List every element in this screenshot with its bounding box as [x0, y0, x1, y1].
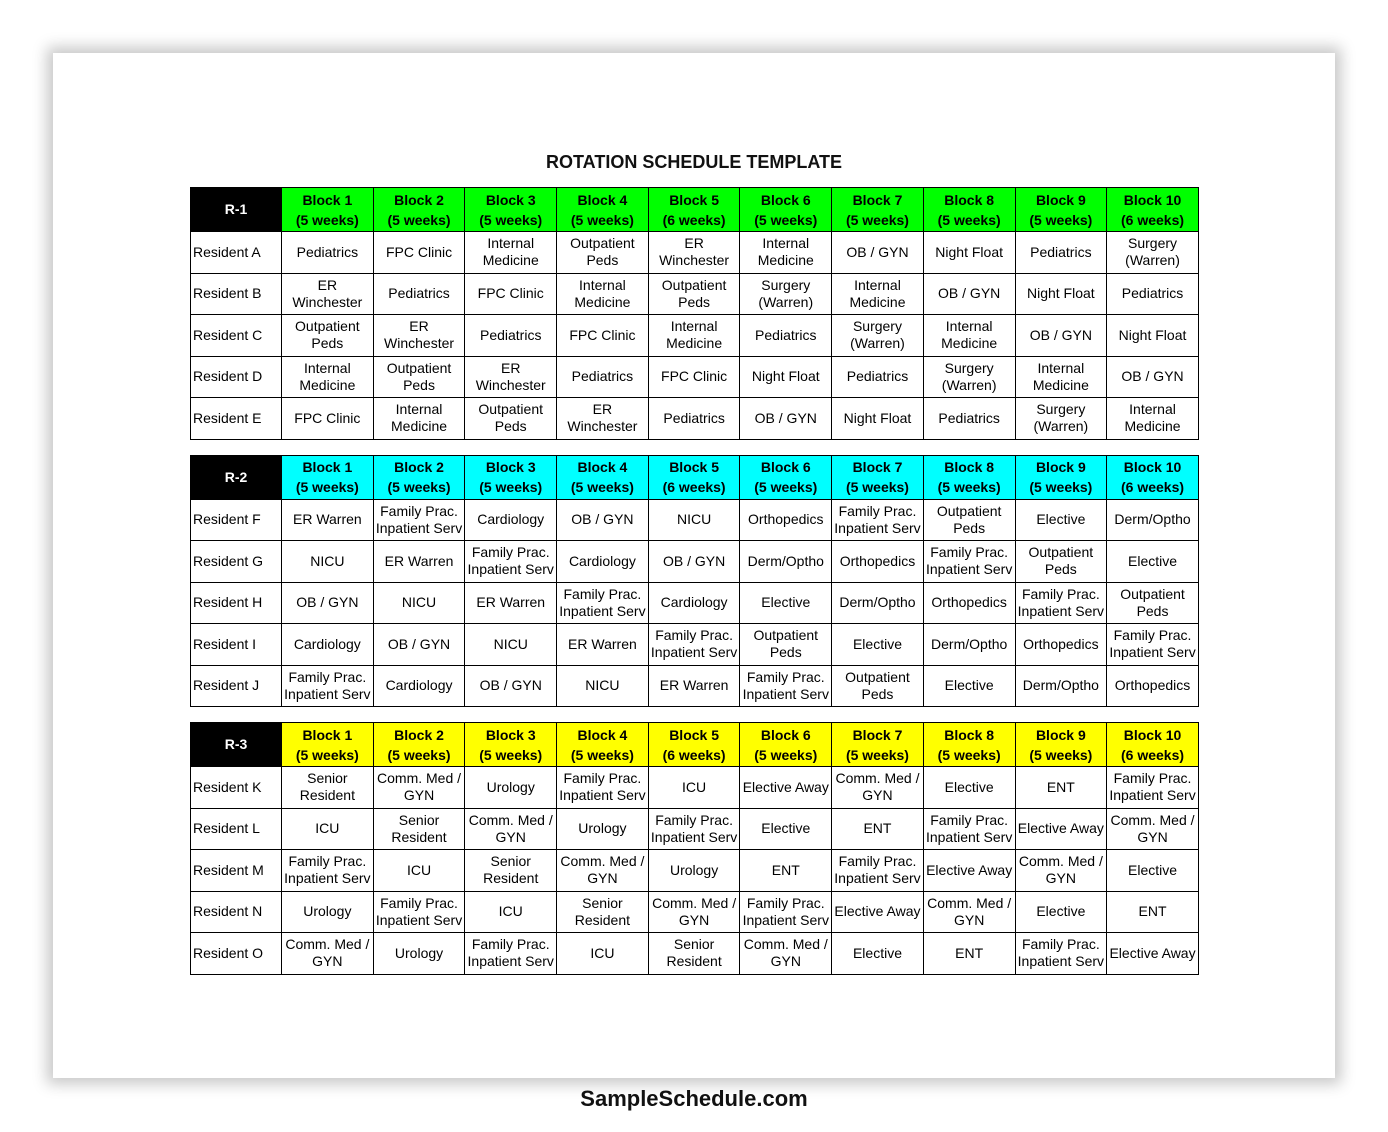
rotation-cell: ENT — [740, 850, 832, 892]
rotation-cell: Family Prac. Inpatient Serv — [373, 499, 465, 541]
table-row — [191, 541, 1199, 583]
block-header: Block 7 (5 weeks) — [832, 723, 924, 767]
group-label: R-3 — [191, 723, 282, 767]
spacer-cell — [191, 439, 1199, 455]
rotation-cell: Elective — [740, 808, 832, 850]
rotation-cell: FPC Clinic — [465, 273, 557, 315]
rotation-cell: NICU — [282, 541, 374, 583]
rotation-cell: Elective Away — [832, 891, 924, 933]
table-row — [191, 315, 1199, 357]
rotation-cell: Surgery (Warren) — [923, 356, 1015, 398]
rotation-cell: Outpatient Peds — [740, 624, 832, 666]
rotation-cell: Family Prac. Inpatient Serv — [832, 850, 924, 892]
block-header: Block 4 (5 weeks) — [557, 188, 649, 232]
block-header: Block 1 (5 weeks) — [282, 188, 374, 232]
rotation-cell: Senior Resident — [373, 808, 465, 850]
block-header: Block 10 (6 weeks) — [1107, 723, 1199, 767]
rotation-cell: OB / GYN — [282, 582, 374, 624]
rotation-cell: Surgery (Warren) — [1015, 398, 1107, 440]
rotation-cell: ICU — [373, 850, 465, 892]
rotation-cell: Night Float — [1015, 273, 1107, 315]
rotation-cell: Pediatrics — [373, 273, 465, 315]
rotation-cell: Internal Medicine — [373, 398, 465, 440]
rotation-cell: Pediatrics — [557, 356, 649, 398]
rotation-cell: Internal Medicine — [282, 356, 374, 398]
document-title: ROTATION SCHEDULE TEMPLATE — [546, 152, 842, 172]
rotation-cell: OB / GYN — [557, 499, 649, 541]
rotation-cell: NICU — [648, 499, 740, 541]
rotation-cell: Family Prac. Inpatient Serv — [465, 541, 557, 583]
rotation-cell: Internal Medicine — [465, 232, 557, 274]
table-row — [191, 767, 1199, 809]
rotation-cell: Orthopedics — [832, 541, 924, 583]
rotation-cell: Family Prac. Inpatient Serv — [465, 933, 557, 975]
block-header: Block 3 (5 weeks) — [465, 188, 557, 232]
rotation-cell: ER Winchester — [465, 356, 557, 398]
rotation-cell: Family Prac. Inpatient Serv — [373, 891, 465, 933]
group-label: R-2 — [191, 455, 282, 499]
rotation-cell: Urology — [648, 850, 740, 892]
rotation-cell: Senior Resident — [648, 933, 740, 975]
rotation-cell: ICU — [465, 891, 557, 933]
resident-name: Resident I — [191, 624, 282, 666]
rotation-cell: Senior Resident — [282, 767, 374, 809]
group-spacer — [191, 707, 1199, 723]
block-header: Block 5 (6 weeks) — [648, 188, 740, 232]
rotation-cell: Elective — [923, 665, 1015, 707]
block-header: Block 8 (5 weeks) — [923, 188, 1015, 232]
block-header: Block 5 (6 weeks) — [648, 723, 740, 767]
block-header: Block 7 (5 weeks) — [832, 188, 924, 232]
rotation-cell: Comm. Med / GYN — [648, 891, 740, 933]
rotation-cell: Pediatrics — [282, 232, 374, 274]
rotation-cell: Urology — [373, 933, 465, 975]
rotation-cell: OB / GYN — [1107, 356, 1199, 398]
rotation-cell: FPC Clinic — [557, 315, 649, 357]
rotation-cell: ER Warren — [465, 582, 557, 624]
rotation-cell: Derm/Optho — [740, 541, 832, 583]
rotation-cell: Outpatient Peds — [465, 398, 557, 440]
rotation-cell: ER Warren — [648, 665, 740, 707]
rotation-cell: Family Prac. Inpatient Serv — [832, 499, 924, 541]
block-header: Block 9 (5 weeks) — [1015, 455, 1107, 499]
rotation-cell: OB / GYN — [740, 398, 832, 440]
rotation-cell: Elective — [1107, 541, 1199, 583]
rotation-cell: ER Winchester — [648, 232, 740, 274]
rotation-cell: Orthopedics — [1015, 624, 1107, 666]
block-header: Block 10 (6 weeks) — [1107, 188, 1199, 232]
rotation-cell: ER Warren — [282, 499, 374, 541]
rotation-cell: ENT — [1015, 767, 1107, 809]
rotation-cell: NICU — [465, 624, 557, 666]
rotation-cell: Elective — [923, 767, 1015, 809]
block-header: Block 6 (5 weeks) — [740, 455, 832, 499]
block-header: Block 1 (5 weeks) — [282, 455, 374, 499]
rotation-cell: Comm. Med / GYN — [832, 767, 924, 809]
table-row — [191, 808, 1199, 850]
table-row — [191, 891, 1199, 933]
resident-name: Resident J — [191, 665, 282, 707]
rotation-cell: Comm. Med / GYN — [282, 933, 374, 975]
rotation-cell: Derm/Optho — [923, 624, 1015, 666]
table-row — [191, 398, 1199, 440]
rotation-cell: Comm. Med / GYN — [1015, 850, 1107, 892]
block-header: Block 9 (5 weeks) — [1015, 723, 1107, 767]
rotation-cell: OB / GYN — [648, 541, 740, 583]
rotation-cell: ER Warren — [373, 541, 465, 583]
rotation-cell: Comm. Med / GYN — [465, 808, 557, 850]
rotation-cell: OB / GYN — [923, 273, 1015, 315]
table-row — [191, 850, 1199, 892]
rotation-cell: Outpatient Peds — [1107, 582, 1199, 624]
rotation-cell: Family Prac. Inpatient Serv — [740, 891, 832, 933]
resident-name: Resident K — [191, 767, 282, 809]
rotation-cell: Elective — [832, 933, 924, 975]
table-row — [191, 933, 1199, 975]
rotation-cell: Night Float — [1107, 315, 1199, 357]
rotation-cell: Elective — [1107, 850, 1199, 892]
rotation-cell: OB / GYN — [373, 624, 465, 666]
rotation-cell: FPC Clinic — [373, 232, 465, 274]
rotation-cell: Family Prac. Inpatient Serv — [648, 808, 740, 850]
resident-name: Resident D — [191, 356, 282, 398]
rotation-cell: Urology — [557, 808, 649, 850]
rotation-cell: Elective — [832, 624, 924, 666]
resident-name: Resident M — [191, 850, 282, 892]
rotation-cell: Comm. Med / GYN — [373, 767, 465, 809]
group-header-row — [191, 455, 1199, 499]
rotation-cell: Urology — [282, 891, 374, 933]
rotation-cell: Pediatrics — [923, 398, 1015, 440]
rotation-cell: Comm. Med / GYN — [923, 891, 1015, 933]
rotation-cell: Surgery (Warren) — [832, 315, 924, 357]
rotation-cell: Family Prac. Inpatient Serv — [282, 665, 374, 707]
block-header: Block 2 (5 weeks) — [373, 723, 465, 767]
table-row — [191, 232, 1199, 274]
rotation-cell: Internal Medicine — [740, 232, 832, 274]
resident-name: Resident L — [191, 808, 282, 850]
group-label: R-1 — [191, 188, 282, 232]
rotation-cell: Outpatient Peds — [923, 499, 1015, 541]
rotation-cell: ENT — [832, 808, 924, 850]
resident-name: Resident O — [191, 933, 282, 975]
rotation-cell: Outpatient Peds — [557, 232, 649, 274]
rotation-cell: Night Float — [740, 356, 832, 398]
rotation-cell: Internal Medicine — [832, 273, 924, 315]
rotation-cell: Orthopedics — [1107, 665, 1199, 707]
rotation-cell: Outpatient Peds — [282, 315, 374, 357]
resident-name: Resident C — [191, 315, 282, 357]
rotation-cell: Elective — [1015, 891, 1107, 933]
block-header: Block 8 (5 weeks) — [923, 455, 1015, 499]
rotation-cell: Family Prac. Inpatient Serv — [1015, 933, 1107, 975]
table-row — [191, 582, 1199, 624]
rotation-cell: Internal Medicine — [557, 273, 649, 315]
rotation-cell: Elective Away — [740, 767, 832, 809]
rotation-cell: Pediatrics — [465, 315, 557, 357]
block-header: Block 3 (5 weeks) — [465, 723, 557, 767]
rotation-cell: Outpatient Peds — [832, 665, 924, 707]
rotation-cell: Senior Resident — [465, 850, 557, 892]
block-header: Block 2 (5 weeks) — [373, 188, 465, 232]
rotation-cell: Elective Away — [923, 850, 1015, 892]
table-row — [191, 499, 1199, 541]
rotation-schedule-table — [190, 187, 1199, 975]
rotation-cell: Surgery (Warren) — [740, 273, 832, 315]
rotation-cell: ICU — [648, 767, 740, 809]
block-header: Block 4 (5 weeks) — [557, 455, 649, 499]
block-header: Block 8 (5 weeks) — [923, 723, 1015, 767]
rotation-cell: Outpatient Peds — [373, 356, 465, 398]
rotation-cell: Derm/Optho — [1107, 499, 1199, 541]
block-header: Block 6 (5 weeks) — [740, 723, 832, 767]
block-header: Block 1 (5 weeks) — [282, 723, 374, 767]
rotation-cell: Cardiology — [465, 499, 557, 541]
rotation-cell: Surgery (Warren) — [1107, 232, 1199, 274]
rotation-cell: Derm/Optho — [1015, 665, 1107, 707]
block-header: Block 2 (5 weeks) — [373, 455, 465, 499]
rotation-cell: Pediatrics — [832, 356, 924, 398]
resident-name: Resident G — [191, 541, 282, 583]
rotation-cell: ER Winchester — [557, 398, 649, 440]
resident-name: Resident E — [191, 398, 282, 440]
rotation-cell: Outpatient Peds — [1015, 541, 1107, 583]
rotation-cell: Orthopedics — [740, 499, 832, 541]
rotation-cell: Night Float — [923, 232, 1015, 274]
rotation-cell: Family Prac. Inpatient Serv — [1015, 582, 1107, 624]
rotation-cell: ER Winchester — [282, 273, 374, 315]
block-header: Block 9 (5 weeks) — [1015, 188, 1107, 232]
group-header-row — [191, 723, 1199, 767]
rotation-cell: Comm. Med / GYN — [1107, 808, 1199, 850]
rotation-cell: ENT — [1107, 891, 1199, 933]
rotation-cell: NICU — [557, 665, 649, 707]
rotation-cell: Cardiology — [557, 541, 649, 583]
rotation-cell: OB / GYN — [465, 665, 557, 707]
block-header: Block 10 (6 weeks) — [1107, 455, 1199, 499]
resident-name: Resident B — [191, 273, 282, 315]
rotation-cell: Cardiology — [282, 624, 374, 666]
resident-name: Resident F — [191, 499, 282, 541]
rotation-cell: ICU — [557, 933, 649, 975]
rotation-cell: Internal Medicine — [923, 315, 1015, 357]
rotation-cell: Elective — [740, 582, 832, 624]
rotation-cell: OB / GYN — [832, 232, 924, 274]
block-header: Block 3 (5 weeks) — [465, 455, 557, 499]
table-row — [191, 624, 1199, 666]
block-header: Block 6 (5 weeks) — [740, 188, 832, 232]
rotation-cell: ENT — [923, 933, 1015, 975]
block-header: Block 4 (5 weeks) — [557, 723, 649, 767]
rotation-cell: Family Prac. Inpatient Serv — [923, 541, 1015, 583]
rotation-cell: Family Prac. Inpatient Serv — [923, 808, 1015, 850]
rotation-cell: Family Prac. Inpatient Serv — [648, 624, 740, 666]
site-footer: SampleSchedule.com — [580, 1086, 808, 1111]
rotation-cell: Derm/Optho — [832, 582, 924, 624]
rotation-cell: Pediatrics — [1107, 273, 1199, 315]
resident-name: Resident A — [191, 232, 282, 274]
rotation-cell: Family Prac. Inpatient Serv — [557, 582, 649, 624]
table-row — [191, 665, 1199, 707]
rotation-cell: ICU — [282, 808, 374, 850]
group-spacer — [191, 439, 1199, 455]
rotation-cell: Cardiology — [648, 582, 740, 624]
table-row — [191, 273, 1199, 315]
rotation-cell: Family Prac. Inpatient Serv — [282, 850, 374, 892]
rotation-cell: Cardiology — [373, 665, 465, 707]
rotation-cell: Elective Away — [1107, 933, 1199, 975]
block-header: Block 7 (5 weeks) — [832, 455, 924, 499]
rotation-cell: Outpatient Peds — [648, 273, 740, 315]
rotation-cell: Urology — [465, 767, 557, 809]
rotation-cell: Family Prac. Inpatient Serv — [557, 767, 649, 809]
rotation-cell: Senior Resident — [557, 891, 649, 933]
rotation-cell: Pediatrics — [740, 315, 832, 357]
rotation-cell: Comm. Med / GYN — [557, 850, 649, 892]
rotation-cell: Family Prac. Inpatient Serv — [1107, 767, 1199, 809]
rotation-cell: Elective — [1015, 499, 1107, 541]
rotation-cell: Pediatrics — [1015, 232, 1107, 274]
spacer-cell — [191, 707, 1199, 723]
rotation-cell: Internal Medicine — [1107, 398, 1199, 440]
rotation-cell: Internal Medicine — [648, 315, 740, 357]
rotation-cell: FPC Clinic — [282, 398, 374, 440]
rotation-cell: Pediatrics — [648, 398, 740, 440]
rotation-cell: Family Prac. Inpatient Serv — [1107, 624, 1199, 666]
rotation-cell: NICU — [373, 582, 465, 624]
rotation-cell: OB / GYN — [1015, 315, 1107, 357]
rotation-cell: ER Winchester — [373, 315, 465, 357]
rotation-cell: Family Prac. Inpatient Serv — [740, 665, 832, 707]
rotation-cell: ER Warren — [557, 624, 649, 666]
block-header: Block 5 (6 weeks) — [648, 455, 740, 499]
group-header-row — [191, 188, 1199, 232]
rotation-cell: FPC Clinic — [648, 356, 740, 398]
rotation-cell: Orthopedics — [923, 582, 1015, 624]
rotation-cell: Elective Away — [1015, 808, 1107, 850]
resident-name: Resident H — [191, 582, 282, 624]
rotation-cell: Internal Medicine — [1015, 356, 1107, 398]
rotation-cell: Night Float — [832, 398, 924, 440]
table-row — [191, 356, 1199, 398]
resident-name: Resident N — [191, 891, 282, 933]
rotation-cell: Comm. Med / GYN — [740, 933, 832, 975]
